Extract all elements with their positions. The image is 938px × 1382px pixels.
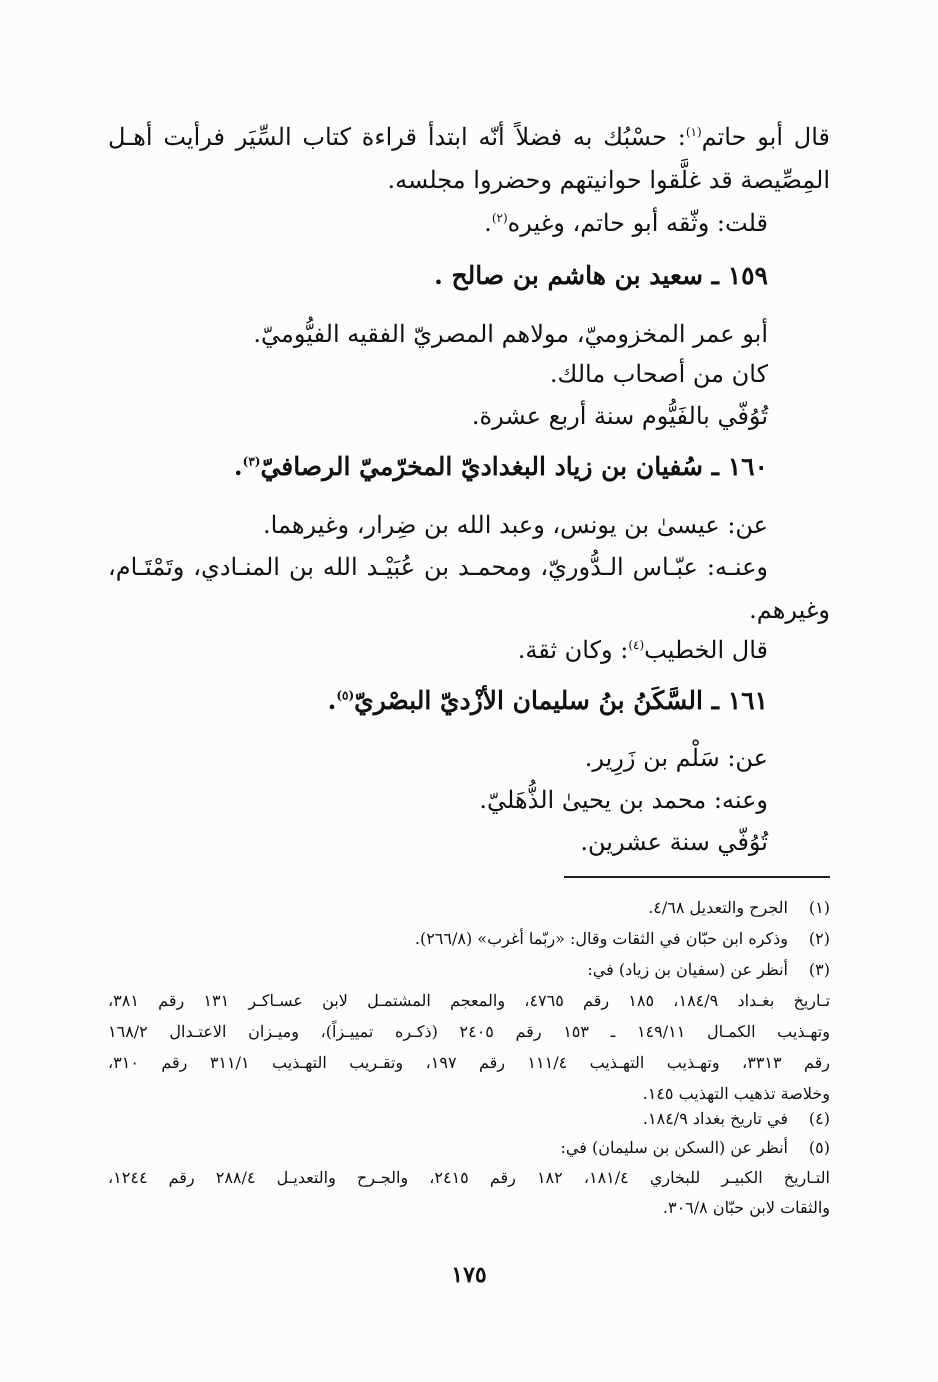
footnote-number: (٥) [808,1138,830,1157]
entry-line: وعنه: محمد بن يحيىٰ الذُّهَليّ. [479,786,768,814]
footnote-line: رقم ٣٣١٣، وتهـذيب التهـذيب ١١١/٤ رقم ١٩٧، وتقـريب التهـذيب ٣١١/١ رقم ٣١٠، [108,1053,831,1072]
entry-line: أبو عمر المخزوميّ، مولاهم المصريّ الفقيه الفيُّوميّ. [253,320,768,348]
footnote-marker: (٤) [628,638,645,652]
body-paragraph-line: قال أبو حاتم$^{(١)}$: حسْبُك به فضلاً أنّه ابتدأ قراءة كتاب السِّيَر فرأيت أهـل [108,123,830,151]
footnote-number: (٤) [808,1109,830,1128]
footnote-marker: (٥) [336,688,355,703]
footnote-number: (٢) [808,929,830,948]
entry-heading: ١٦٠ ـ سُفيان بن زياد البغداديّ المخرّميّ الرصافيّ$^{(٣)}$. [233,452,768,481]
entry-line: عن: عيسىٰ بن يونس، وعبد الله بن ضِرار، وغيرهما. [263,511,768,539]
page-number: ١٧٥ [451,1262,487,1288]
footnote-marker: (١) [685,125,702,139]
footnote-line: والثقات لابن حبّان ٣٠٦/٨. [662,1198,830,1217]
entry-line: كان من أصحاب مالك. [549,360,768,388]
footnote-marker: (٣) [242,454,261,469]
entry-line: قال الخطيب$^{(٤)}$: وكان ثقة. [517,636,768,664]
footnote: (٣)أنظر عن (سفيان بن زياد) في: [108,955,830,984]
entry-line: عن: سَلْم بن زَرِير. [584,744,768,772]
footnote-line: وتهـذيب الكمـال ١٤٩/١١ ـ ١٥٣ رقم ٢٤٠٥ (ذكـره تمييـزاً)، وميـزان الاعتـدال ١٦٨/٢ [108,1022,830,1041]
entry-line: وغيرهم. [749,596,830,624]
body-paragraph-line: المِصِّيصة قد غلَّقوا حوانيتهم وحضروا مجلسه. [387,166,830,194]
footnote-marker: (٢) [491,211,508,225]
footnote: (٤)في تاريخ بغداد ١٨٤/٩. [108,1104,830,1133]
footnote: (٢)وذكره ابن حبّان في الثقات وقال: «ربّما أغرب» (٢٦٦/٨). [108,924,830,953]
body-paragraph-line: قلت: وثّقه أبو حاتم، وغيره$^{(٢)}$. [484,209,768,237]
footnote: (٥)أنظر عن (السكن بن سليمان) في: [108,1133,830,1162]
entry-heading: ١٥٩ ـ سعيد بن هاشم بن صالح . [434,261,768,290]
footnote: (١)الجرح والتعديل ٤/٦٨. [108,893,830,922]
footnote-line: التـاريخ الكبيـر للبخاري ١٨١/٤، ١٨٢ رقم ٢٤١٥، والجـرح والتعديـل ٢٨٨/٤ رقم ١٢٤٤، [108,1168,830,1187]
entry-line: وعنـه: عبّـاس الـدُّوريّ، ومحمـد بن عُبَيْـد الله بن المنـادي، وتَمْتَـام، [108,553,768,581]
footnote-number: (١) [808,898,830,917]
footnote-number: (٣) [808,960,830,979]
footnote-line: تـاريخ بغـداد ١٨٤/٩، ١٨٥ رقم ٤٧٦٥، والمعجم المشتمـل لابن عسـاكـر ١٣١ رقم ٣٨١، [108,991,831,1010]
footnote-line: وخلاصة تذهيب التهذيب ١٤٥. [642,1084,830,1103]
footnote-separator [564,876,830,878]
entry-line: تُوُفّي سنة عشرين. [580,828,768,856]
entry-line: تُوُفّي بالفَيُّوم سنة أربع عشرة. [471,402,768,430]
entry-heading: ١٦١ ـ السَّكَنُ بنُ سليمان الأزْديّ البصْريّ$^{(٥)}$. [327,686,768,715]
